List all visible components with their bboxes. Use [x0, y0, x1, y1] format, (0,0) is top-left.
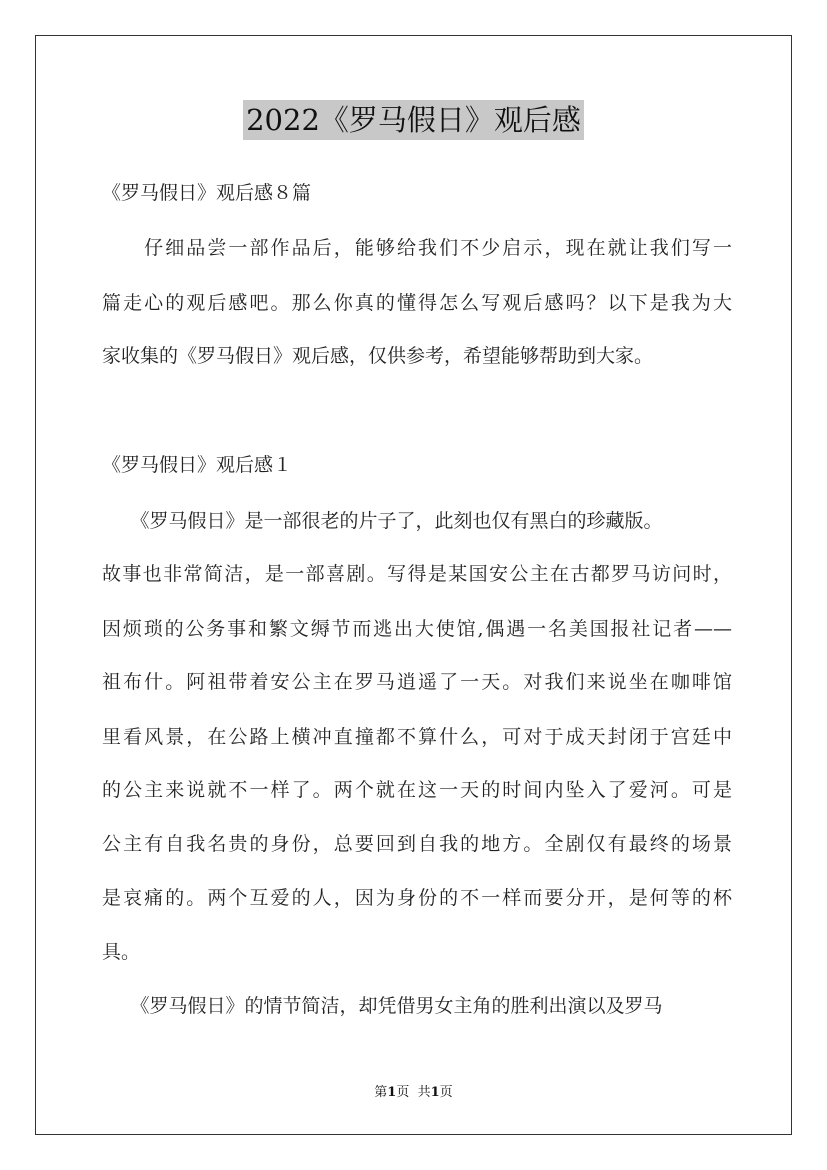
page-footer: [0, 1084, 827, 1102]
document-title: 2022《罗马假日》观后感: [243, 100, 584, 140]
subtitle-line: 《罗马假日》观后感８篇: [102, 182, 312, 204]
paragraph-line: 的公主来说就不一样了。两个就在这一天的时间内坠入了爱河。可是: [102, 779, 732, 801]
title-container: [0, 100, 827, 140]
page-prefix: 第: [374, 1085, 388, 1100]
total-suffix: 页: [439, 1085, 453, 1100]
paragraph-line: 故事也非常简洁，是一部喜剧。写得是某国安公主在古都罗马访问时，: [102, 563, 732, 585]
page-number: 1: [387, 1085, 397, 1100]
paragraph-line: 家收集的《罗马假日》观后感，仅供参考，希望能够帮助到大家。: [102, 345, 654, 367]
paragraph-line: 《罗马假日》是一部很老的片子了，此刻也仅有黑白的珍藏版。: [102, 510, 663, 532]
paragraph-line: 是哀痛的。两个互爱的人，因为身份的不一样而要分开，是何等的杯: [102, 887, 732, 909]
paragraph-line: 具。: [102, 941, 141, 963]
page-suffix: 页: [396, 1085, 410, 1100]
paragraph-line: 《罗马假日》的情节简洁，却凭借男女主角的胜利出演以及罗马: [102, 995, 663, 1017]
paragraph-line: 里看风景，在公路上横冲直撞都不算什么，可对于成天封闭于宫廷中: [102, 726, 732, 748]
paragraph-line: 祖布什。阿祖带着安公主在罗马逍遥了一天。对我们来说坐在咖啡馆: [102, 671, 732, 693]
paragraph-line: 仔细品尝一部作品后，能够给我们不少启示，现在就让我们写一: [102, 237, 732, 259]
total-prefix: 共: [417, 1085, 431, 1100]
paragraph-line: 因烦琐的公务事和繁文缛节而逃出大使馆,偶遇一名美国报社记者——: [102, 618, 732, 640]
total-pages: 1: [430, 1085, 440, 1100]
paragraph-line: 篇走心的观后感吧。那么你真的懂得怎么写观后感吗？以下是我为大: [102, 292, 732, 314]
paragraph-line: 公主有自我名贵的身份，总要回到自我的地方。全剧仅有最终的场景: [102, 833, 732, 855]
section-heading: 《罗马假日》观后感１: [102, 454, 293, 476]
